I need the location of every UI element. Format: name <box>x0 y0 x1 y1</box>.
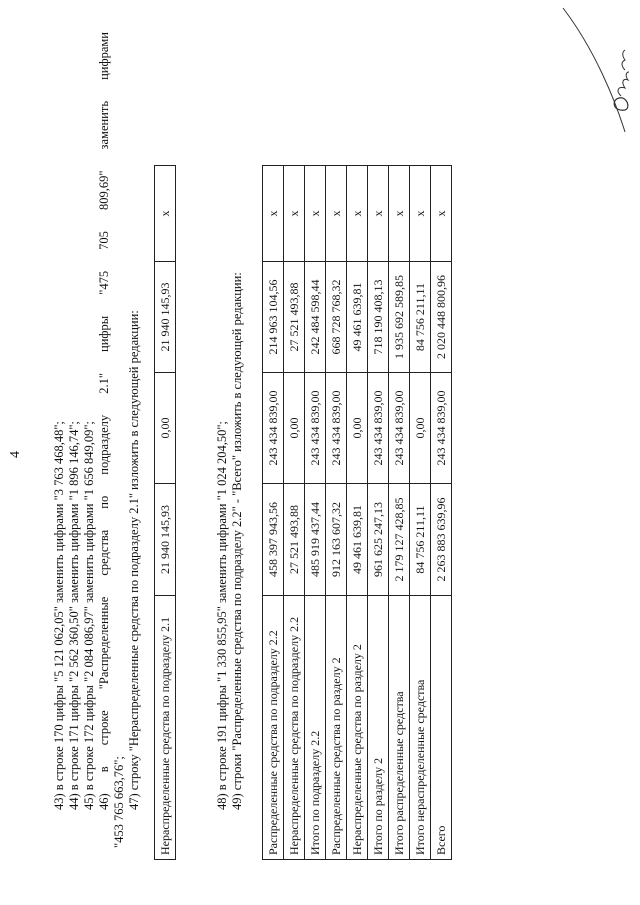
item-43: 43) в строке 170 цифры "5 121 062,05" заменить цифрами "3 763 468,48"; <box>52 421 66 810</box>
cell-value: x <box>389 166 410 262</box>
cell-value: 27 521 493,88 <box>284 262 305 373</box>
cell-value: 27 521 493,88 <box>284 484 305 596</box>
cell-value: x <box>347 166 368 262</box>
cell-value: 49 461 639,81 <box>347 262 368 373</box>
cell-value: 84 756 211,11 <box>410 262 431 373</box>
cell-value: 485 919 437,44 <box>305 484 326 596</box>
cell-value: 458 397 943,56 <box>263 484 284 596</box>
cell-value: x <box>305 166 326 262</box>
cell-value: 243 434 839,00 <box>431 373 452 484</box>
row-label: Всего <box>431 596 452 860</box>
cell-value: 2 179 127 428,85 <box>389 484 410 596</box>
cell-value: x <box>431 166 452 262</box>
cell-value: 243 434 839,00 <box>368 373 389 484</box>
item-44: 44) в строке 171 цифры "2 562 360,50" заменить цифрами "1 896 146,74"; <box>67 421 81 810</box>
table-row <box>263 166 284 860</box>
table-row <box>326 166 347 860</box>
cell-value: 961 625 247,13 <box>368 484 389 596</box>
table-undistributed-2-1 <box>154 165 176 860</box>
table-row <box>410 166 431 860</box>
row-label: Нераспределенные средства по подразделу 2.1 <box>155 596 176 860</box>
table-row <box>284 166 305 860</box>
cell-value: 242 484 598,44 <box>305 262 326 373</box>
cell-value: x <box>410 166 431 262</box>
cell-value: x <box>284 166 305 262</box>
cell-value: 0,00 <box>410 373 431 484</box>
cell-value: 49 461 639,81 <box>347 484 368 596</box>
row-label: Итого по подразделу 2.2 <box>305 596 326 860</box>
cell-value: x <box>326 166 347 262</box>
table-row <box>155 166 176 860</box>
table-row <box>305 166 326 860</box>
item-46-line-1: 46) в строке "Распределенные средства по подразделу 2.1" цифры "475 705 809,69" заменить цифрами <box>97 32 111 810</box>
table-row <box>368 166 389 860</box>
item-47: 47) строку "Нераспределенные средства по подразделу 2.1" изложить в следующей редакции: <box>127 310 141 810</box>
cell-value: 718 190 408,13 <box>368 262 389 373</box>
table-row <box>389 166 410 860</box>
item-49: 49) строки "Распределенные средства по подразделу 2.2" - "Всего" изложить в следующей редакции: <box>230 272 244 810</box>
cell-value: 214 963 104,56 <box>263 262 284 373</box>
table-section-2-2-totals <box>262 165 452 860</box>
cell-value: 84 756 211,11 <box>410 484 431 596</box>
row-label: Нераспределенные средства по подразделу 2.2 <box>284 596 305 860</box>
cell-value: x <box>155 166 176 262</box>
cell-value: 1 935 692 589,85 <box>389 262 410 373</box>
cell-value: 0,00 <box>347 373 368 484</box>
table-row <box>347 166 368 860</box>
item-48: 48) в строке 191 цифры "1 330 855,95" заменить цифрами "1 024 204,50"; <box>215 421 229 810</box>
cell-value: 0,00 <box>155 373 176 484</box>
cell-value: 243 434 839,00 <box>389 373 410 484</box>
table-row <box>431 166 452 860</box>
page-number: 4 <box>8 451 23 458</box>
cell-value: x <box>263 166 284 262</box>
cell-value: 243 434 839,00 <box>305 373 326 484</box>
cell-value: 2 020 448 800,96 <box>431 262 452 373</box>
row-label: Итого распределенные средства <box>389 596 410 860</box>
item-46-line-2: "453 765 663,76"; <box>112 756 126 848</box>
handwritten-signature <box>555 0 640 140</box>
item-45: 45) в строке 172 цифры "2 084 086,97" заменить цифрами "1 656 849,09"; <box>82 421 96 810</box>
cell-value: 912 163 607,32 <box>326 484 347 596</box>
row-label: Распределенные средства по подразделу 2.2 <box>263 596 284 860</box>
cell-value: 243 434 839,00 <box>326 373 347 484</box>
cell-value: 668 728 768,32 <box>326 262 347 373</box>
row-label: Итого нераспределенные средства <box>410 596 431 860</box>
row-label: Распределенные средства по разделу 2 <box>326 596 347 860</box>
cell-value: 21 940 145,93 <box>155 484 176 596</box>
cell-value: 2 263 883 639,96 <box>431 484 452 596</box>
cell-value: 0,00 <box>284 373 305 484</box>
row-label: Итого по разделу 2 <box>368 596 389 860</box>
cell-value: 21 940 145,93 <box>155 262 176 373</box>
row-label: Нераспределенные средства по разделу 2 <box>347 596 368 860</box>
cell-value: x <box>368 166 389 262</box>
cell-value: 243 434 839,00 <box>263 373 284 484</box>
